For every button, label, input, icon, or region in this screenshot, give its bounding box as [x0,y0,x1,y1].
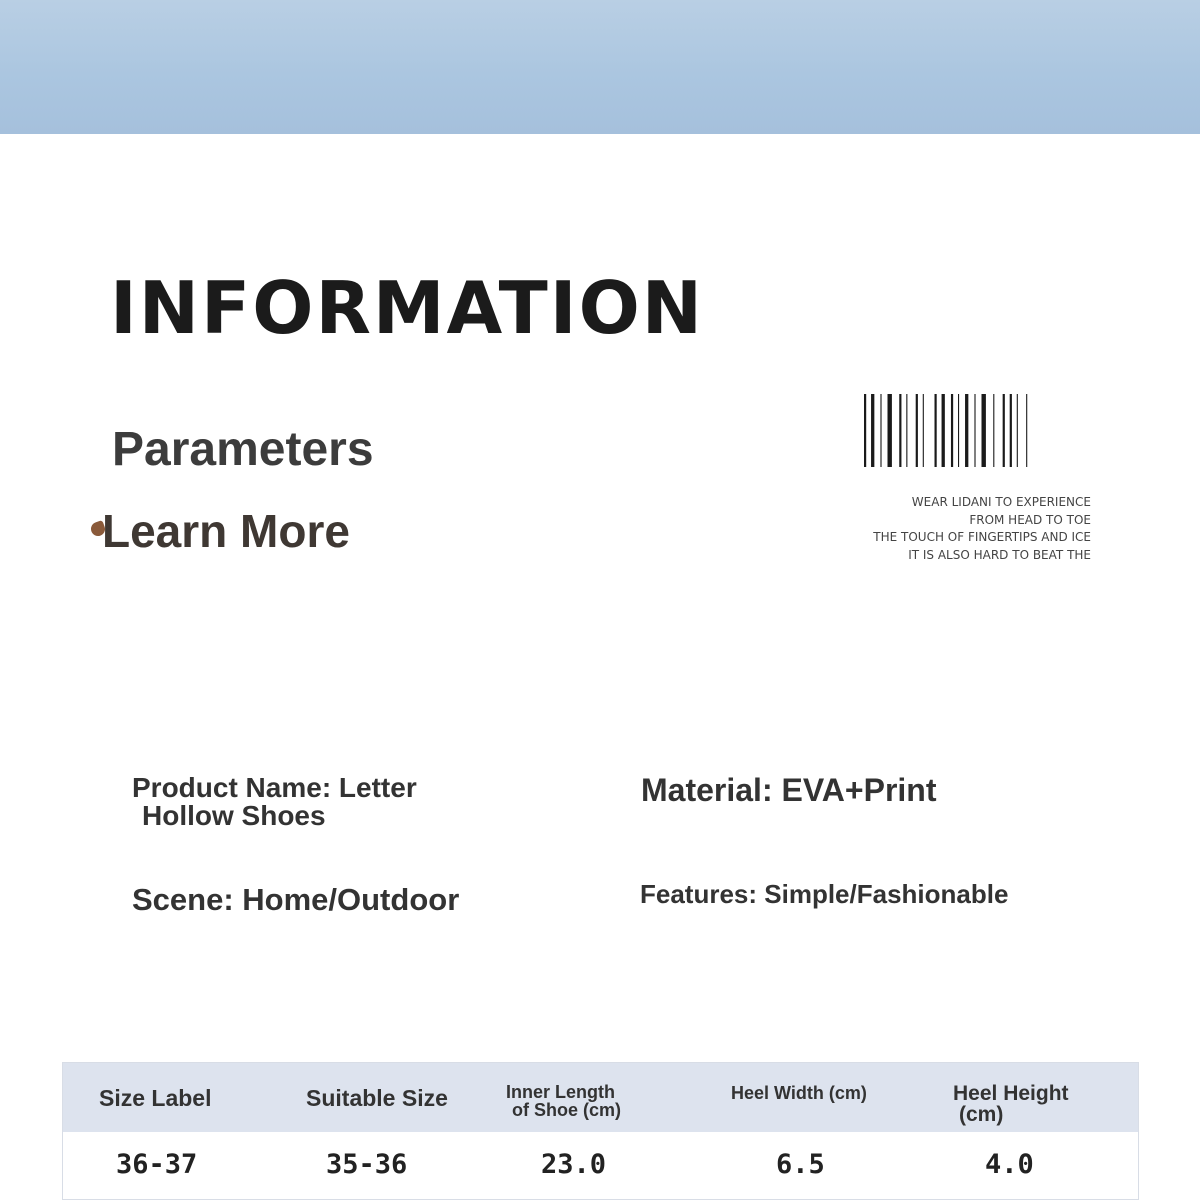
slogan-line: THE TOUCH OF FINGERTIPS AND ICE [873,530,1091,545]
product-name [132,774,492,830]
header-suitable-size: Suitable Size [306,1085,448,1111]
header-inner-length [506,1083,621,1119]
header-heel-height-line1: Heel Height [953,1082,1069,1105]
header-heel-width: Heel Width (cm) [731,1083,867,1103]
product-scene: Scene: Home/Outdoor [132,882,460,917]
barcode-icon [864,394,1088,467]
product-material: Material: EVA+Print [641,772,937,808]
product-name-line1: Product Name: Letter [132,772,417,803]
learn-more-link[interactable]: Learn More [102,505,350,557]
product-features: Features: Simple/Fashionable [640,879,1009,909]
cell-heel-height: 4.0 [985,1149,1034,1180]
section-subtitle: Parameters [112,423,374,476]
slogan-line: IT IS ALSO HARD TO BEAT THE [908,548,1091,563]
cell-suitable-size: 35-36 [326,1149,408,1180]
header-heel-height-line2: (cm) [959,1103,1004,1126]
slogan-line: WEAR LIDANI TO EXPERIENCE [911,495,1091,509]
cell-heel-width: 6.5 [776,1149,825,1180]
slogan-line: FROM HEAD TO TOE [969,512,1091,527]
size-table [62,1062,1139,1200]
header-heel-height [953,1083,1069,1125]
page-title: INFORMATION [110,266,705,350]
cell-inner-length: 23.0 [541,1149,607,1180]
brand-slogan [873,494,1091,565]
header-size-label: Size Label [99,1085,212,1111]
product-name-line2: Hollow Shoes [142,800,326,831]
header-inner-length-line2: of Shoe (cm) [512,1100,622,1120]
cell-size-label: 36-37 [116,1149,198,1180]
top-banner [0,0,1200,134]
header-inner-length-line1: Inner Length [506,1082,615,1102]
size-table-header [63,1063,1138,1132]
